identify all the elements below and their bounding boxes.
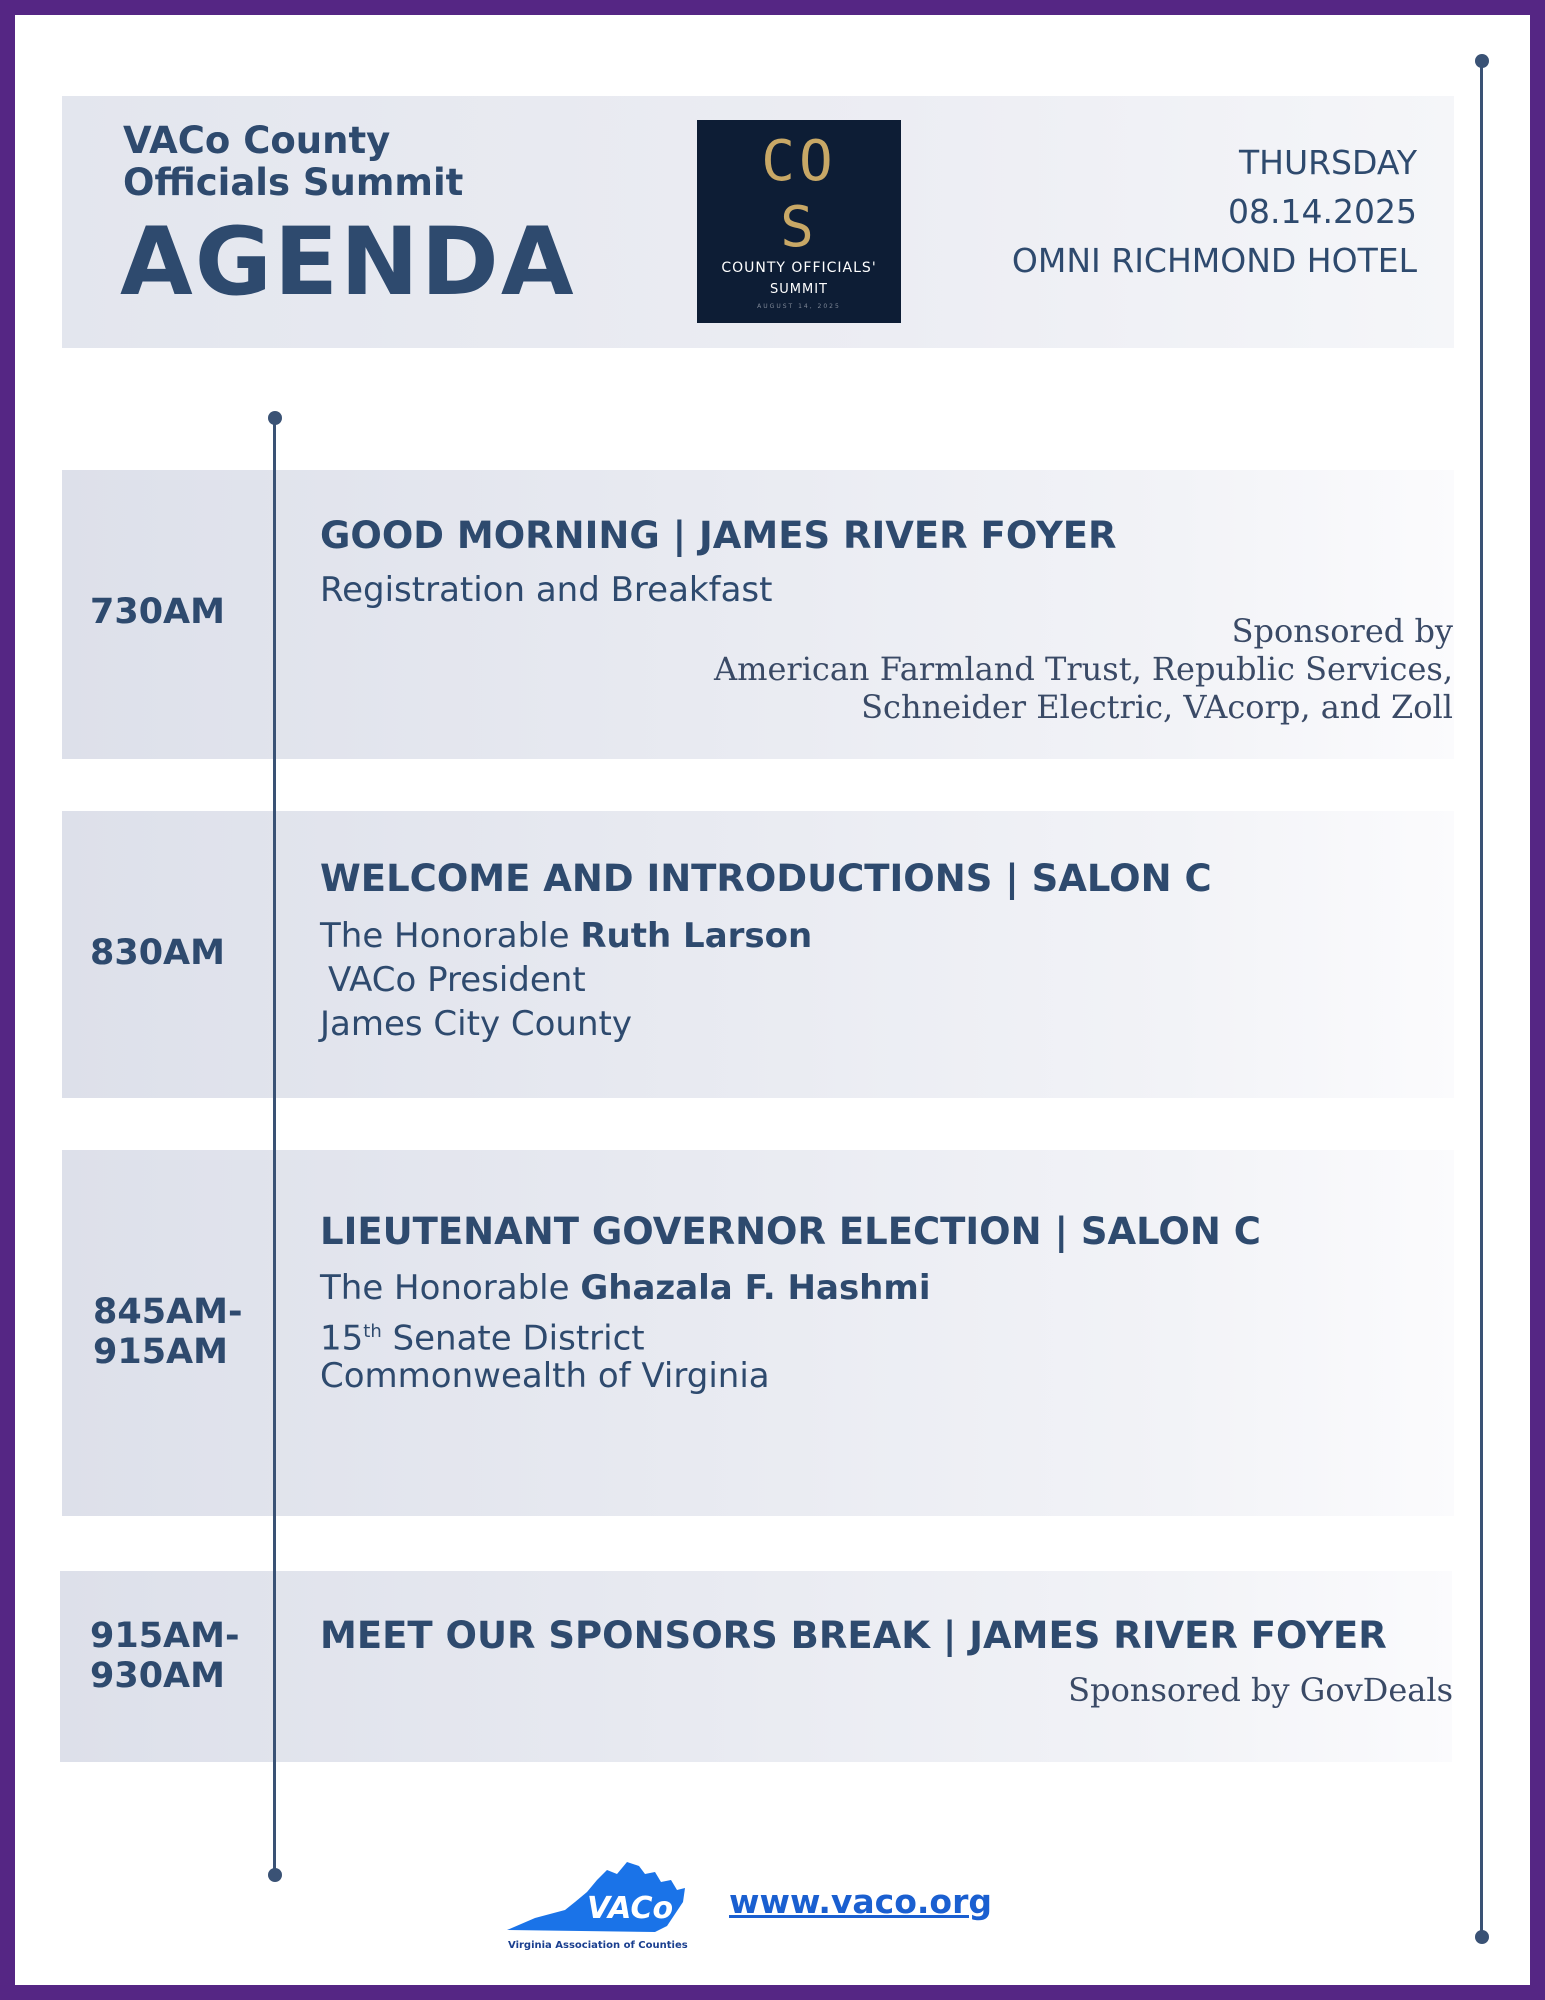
logo-text-line3: AUGUST 14, 2025 [757, 303, 841, 310]
timeline-dot-bottom [268, 1868, 282, 1882]
district-suffix: th [363, 1321, 382, 1342]
sponsor-line: American Farmland Trust, Republic Services, [714, 650, 1453, 688]
speaker-role: VACo President [328, 960, 586, 1000]
session-time: 915AM- 930AM [90, 1616, 240, 1696]
event-subtitle: VACo County Officials Summit [123, 119, 464, 204]
session-title: LIEUTENANT GOVERNOR ELECTION | SALON C [320, 1210, 1261, 1253]
session-sponsors [1068, 1671, 1453, 1709]
session-card [60, 1571, 1452, 1762]
side-dot-bottom [1475, 1930, 1489, 1944]
logo-text-line2: SUMMIT [770, 282, 828, 297]
session-title: MEET OUR SPONSORS BREAK | JAMES RIVER FOYER [320, 1614, 1387, 1657]
summit-logo [697, 120, 901, 323]
speaker-district [320, 1310, 645, 1360]
website-link[interactable]: www.vaco.org [729, 1882, 993, 1921]
logo-wordmark: VACo [587, 1891, 674, 1926]
session-time: 845AM- 915AM [93, 1292, 243, 1372]
virginia-map-icon [505, 1852, 695, 1952]
page-title: AGENDA [120, 208, 576, 317]
event-day: THURSDAY [1238, 143, 1417, 182]
logo-mark-top: CO [761, 129, 837, 194]
session-time: 830AM [90, 933, 225, 973]
sponsor-line: Sponsored by [1231, 612, 1453, 650]
event-venue: OMNI RICHMOND HOTEL [1011, 241, 1417, 280]
session-sponsors [714, 612, 1453, 726]
district-label: Senate District [381, 1318, 645, 1359]
speaker-county: James City County [320, 1004, 632, 1044]
speaker-jurisdiction: Commonwealth of Virginia [320, 1356, 770, 1396]
district-number: 15 [320, 1318, 364, 1359]
sponsor-line: Sponsored by GovDeals [1068, 1671, 1453, 1709]
timeline-dot-top [268, 411, 282, 425]
timeline-line [273, 418, 276, 1876]
speaker-prefix: The Honorable [320, 1268, 581, 1308]
side-line [1480, 60, 1483, 1938]
event-details [1012, 138, 1417, 285]
session-title: WELCOME AND INTRODUCTIONS | SALON C [320, 857, 1212, 900]
speaker-prefix: The Honorable [320, 916, 581, 956]
session-card [62, 1150, 1454, 1516]
vaco-logo [505, 1852, 695, 1952]
session-time: 730AM [90, 592, 225, 632]
event-date: 08.14.2025 [1228, 192, 1417, 231]
logo-text-line1: COUNTY OFFICIALS' [721, 260, 877, 276]
logo-mark-bottom: S [780, 195, 818, 260]
session-description: Registration and Breakfast [320, 570, 773, 610]
side-dot-top [1475, 54, 1489, 68]
speaker-name: Ruth Larson [580, 916, 813, 956]
speaker-line [320, 1266, 930, 1310]
logo-caption: Virginia Association of Counties [508, 1940, 688, 1951]
speaker-line [320, 914, 812, 958]
sponsor-line: Schneider Electric, VAcorp, and Zoll [861, 688, 1453, 726]
speaker-name: Ghazala F. Hashmi [580, 1268, 931, 1308]
session-title: GOOD MORNING | JAMES RIVER FOYER [320, 514, 1117, 557]
